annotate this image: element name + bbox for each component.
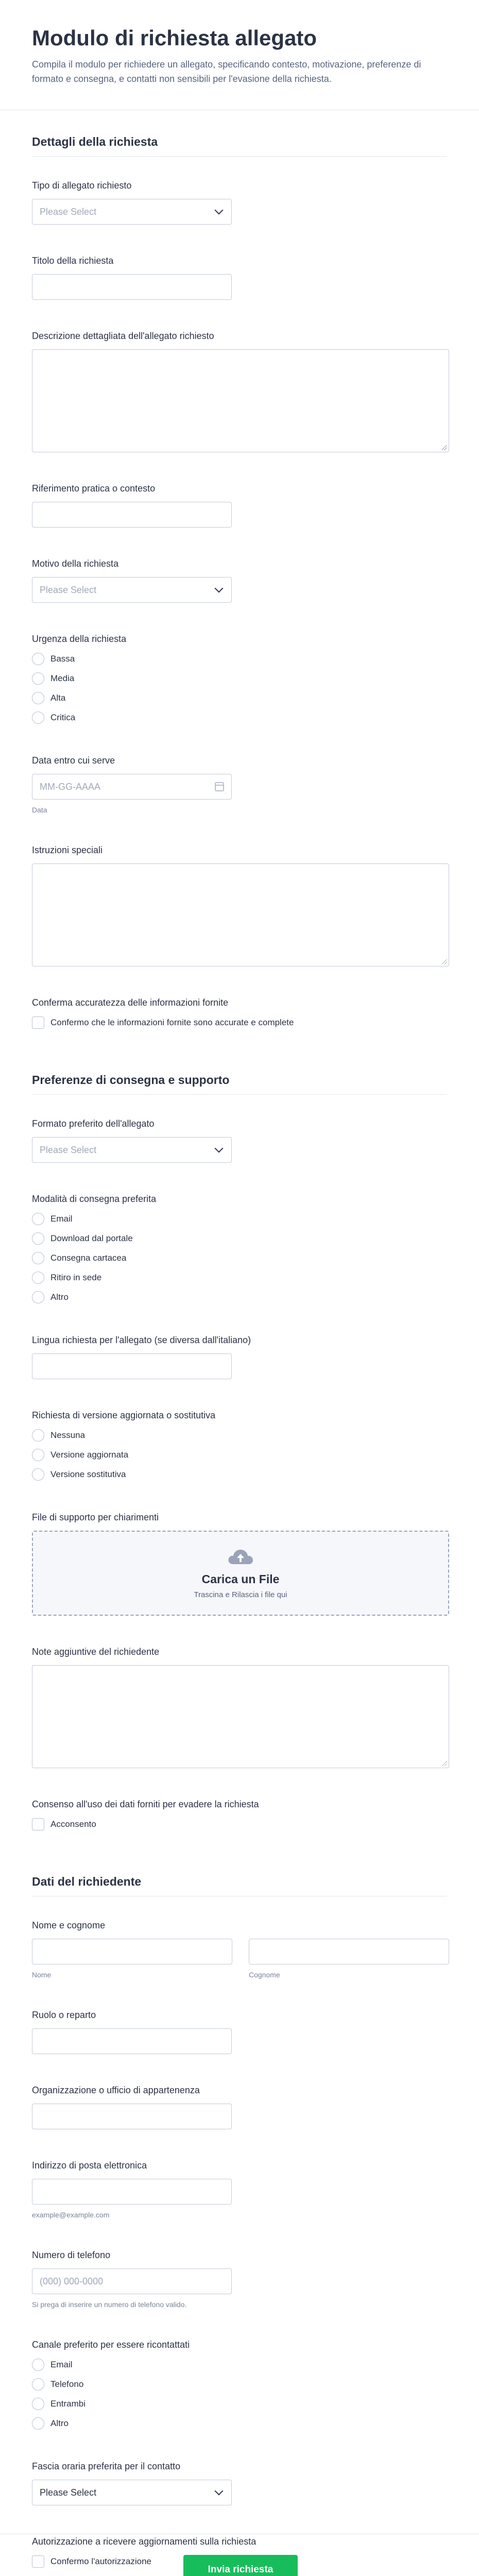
resize-handle-icon[interactable]: [442, 959, 447, 964]
field-file: [32, 1512, 447, 1616]
radio-option[interactable]: [32, 1429, 447, 1442]
field-label: Organizzazione o ufficio di appartenenza: [32, 2085, 200, 2096]
radio-option[interactable]: [32, 2378, 447, 2391]
file-upload-dropzone[interactable]: [32, 1531, 449, 1616]
last-name-input[interactable]: [249, 1939, 449, 1964]
radio-button[interactable]: [32, 1252, 44, 1264]
first-name-input[interactable]: [32, 1939, 232, 1964]
radio-option[interactable]: [32, 1291, 447, 1304]
field-lingua: [32, 1335, 447, 1379]
checkbox-label: Confermo l'autorizzazione: [50, 2556, 152, 2567]
phone-input[interactable]: [32, 2268, 232, 2294]
note-textarea[interactable]: [32, 1665, 449, 1768]
field-label: Consenso all'uso dei dati forniti per evadere la richiesta: [32, 1799, 259, 1810]
field-descrizione: [32, 331, 447, 452]
radio-option[interactable]: [32, 1448, 447, 1462]
field-tipo-allegato: [32, 180, 447, 225]
last-name-col: [249, 1939, 449, 1979]
upload-subtitle: Trascina e Rilascia i file qui: [194, 1590, 287, 1599]
radio-button[interactable]: [32, 1429, 44, 1442]
field-urgenza: [32, 634, 447, 724]
radio-option[interactable]: [32, 1251, 447, 1265]
radio-option[interactable]: [32, 672, 447, 685]
radio-button[interactable]: [32, 2398, 44, 2410]
checkbox-option[interactable]: [32, 1016, 447, 1029]
field-canale: [32, 2340, 447, 2430]
field-label: Modalità di consegna preferita: [32, 1194, 157, 1205]
chevron-down-icon: [215, 1144, 224, 1153]
radio-label: Ritiro in sede: [50, 1273, 102, 1283]
radio-option[interactable]: [32, 691, 447, 705]
radio-button[interactable]: [32, 1449, 44, 1461]
page-subtitle: Compila il modulo per richiedere un allegato, specificando contesto, motivazione, preferenze di formato e consegna, e contatti non sensibili per l'evasione della richiesta.: [32, 59, 421, 84]
section-richiedente: [0, 1850, 479, 2568]
field-label: Istruzioni speciali: [32, 845, 103, 856]
resize-handle-icon[interactable]: [442, 445, 447, 450]
radio-button[interactable]: [32, 2359, 44, 2371]
field-label: Tipo di allegato richiesto: [32, 180, 132, 191]
riferimento-input[interactable]: [32, 502, 232, 528]
field-label: Formato preferito dell'allegato: [32, 1118, 155, 1129]
page-title: Modulo di richiesta allegato: [32, 26, 317, 50]
field-riferimento: [32, 483, 447, 528]
field-label: Indirizzo di posta elettronica: [32, 2160, 147, 2171]
field-label: Ruolo o reparto: [32, 2010, 96, 2021]
field-label: Descrizione dettagliata dell'allegato richiesto: [32, 331, 214, 342]
upload-title: Carica un File: [201, 1572, 280, 1586]
versione-radio-group: [32, 1429, 447, 1481]
field-consenso: [32, 1799, 447, 1831]
ruolo-input[interactable]: [32, 2028, 232, 2054]
radio-option[interactable]: [32, 711, 447, 724]
radio-button[interactable]: [32, 692, 44, 704]
field-telefono: [32, 2250, 447, 2309]
field-note: [32, 1647, 447, 1768]
field-label: Canale preferito per essere ricontattati: [32, 2340, 190, 2350]
field-label: Motivo della richiesta: [32, 558, 119, 569]
lingua-input[interactable]: [32, 1353, 232, 1379]
first-name-col: [32, 1939, 232, 1979]
submit-button[interactable]: Invia richiesta: [183, 2555, 298, 2576]
field-sublabel: example@example.com: [32, 2211, 110, 2219]
section-dettagli: [0, 110, 479, 1029]
radio-button[interactable]: [32, 1272, 44, 1284]
date-input[interactable]: [32, 774, 232, 800]
field-sublabel: Nome: [32, 1971, 52, 1979]
field-versione: [32, 1410, 447, 1481]
chevron-down-icon: [215, 584, 224, 593]
field-data: [32, 755, 447, 814]
email-field[interactable]: [32, 2179, 232, 2205]
fascia-select[interactable]: [32, 2480, 232, 2505]
checkbox[interactable]: [32, 1016, 44, 1029]
name-row: [32, 1939, 447, 1979]
field-nome: [32, 1920, 447, 1979]
checkbox-option[interactable]: [32, 1818, 447, 1831]
radio-button[interactable]: [32, 1468, 44, 1481]
field-label: Numero di telefono: [32, 2250, 111, 2261]
radio-label: Telefono: [50, 2379, 84, 2389]
radio-label: Versione sostitutiva: [50, 1469, 126, 1480]
radio-option[interactable]: [32, 1212, 447, 1226]
field-label: Fascia oraria preferita per il contatto: [32, 2461, 181, 2472]
radio-label: Consegna cartacea: [50, 1253, 127, 1263]
field-label: Richiesta di versione aggiornata o sostitutiva: [32, 1410, 216, 1421]
radio-button[interactable]: [32, 672, 44, 685]
radio-label: Versione aggiornata: [50, 1450, 129, 1460]
resize-handle-icon[interactable]: [442, 1761, 447, 1766]
field-label: Riferimento pratica o contesto: [32, 483, 156, 494]
checkbox[interactable]: [32, 1818, 44, 1831]
form-header: [0, 0, 479, 110]
section-preferenze: [0, 1048, 479, 1831]
field-label: Conferma accuratezza delle informazioni fornite: [32, 997, 229, 1008]
radio-button[interactable]: [32, 2417, 44, 2430]
radio-option[interactable]: [32, 2417, 447, 2430]
date-placeholder: MM-GG-AAAA: [40, 781, 101, 792]
radio-label: Email: [50, 2360, 73, 2370]
radio-option[interactable]: [32, 1232, 447, 1245]
field-label: Titolo della richiesta: [32, 256, 114, 266]
select-placeholder: Please Select: [40, 1144, 97, 1155]
field-label: File di supporto per chiarimenti: [32, 1512, 159, 1523]
section-title: Dati del richiedente: [32, 1850, 447, 1896]
field-ruolo: [32, 2010, 447, 2054]
canale-radio-group: [32, 2358, 447, 2430]
select-value: Please Select: [40, 2487, 97, 2498]
field-fascia: [32, 2461, 447, 2505]
field-email: [32, 2160, 447, 2219]
field-motivo: [32, 558, 447, 603]
formato-select[interactable]: [32, 1137, 232, 1163]
radio-button[interactable]: [32, 653, 44, 665]
radio-label: Entrambi: [50, 2399, 86, 2409]
urgenza-radio-group: [32, 652, 447, 724]
checkbox-label: Acconsento: [50, 1819, 96, 1829]
field-conferma: [32, 997, 447, 1029]
field-istruzioni: [32, 845, 447, 967]
radio-label: Media: [50, 673, 75, 684]
field-label: Note aggiuntive del richiedente: [32, 1647, 160, 1657]
radio-label: Critica: [50, 713, 76, 723]
field-sublabel: Cognome: [249, 1971, 280, 1979]
radio-option[interactable]: [32, 1271, 447, 1284]
field-organizzazione: [32, 2085, 447, 2129]
cloud-upload-icon: [227, 1548, 254, 1565]
modalita-radio-group: [32, 1212, 447, 1304]
section-title: Dettagli della richiesta: [32, 110, 447, 157]
titolo-input[interactable]: [32, 274, 232, 300]
checkbox-label: Confermo che le informazioni fornite sono accurate e complete: [50, 1018, 294, 1028]
radio-label: Bassa: [50, 654, 75, 664]
chevron-down-icon: [215, 206, 224, 215]
radio-option[interactable]: [32, 2358, 447, 2371]
radio-button[interactable]: [32, 1291, 44, 1303]
field-modalita: [32, 1194, 447, 1304]
field-titolo: [32, 256, 447, 300]
field-label: Lingua richiesta per l'allegato (se diversa dall'italiano): [32, 1335, 251, 1346]
form-footer: [0, 2534, 479, 2576]
calendar-icon[interactable]: [215, 782, 224, 791]
field-sublabel: Data: [32, 806, 47, 815]
radio-label: Altro: [50, 1292, 69, 1302]
field-label: Urgenza della richiesta: [32, 634, 127, 645]
radio-label: Altro: [50, 2418, 69, 2429]
radio-label: Download dal portale: [50, 1233, 133, 1244]
radio-option[interactable]: [32, 1468, 447, 1481]
input-placeholder: (000) 000-0000: [40, 2276, 104, 2286]
section-title: Preferenze di consegna e supporto: [32, 1048, 447, 1095]
radio-label: Nessuna: [50, 1430, 85, 1440]
select-placeholder: Please Select: [40, 206, 97, 217]
organizzazione-input[interactable]: [32, 2104, 232, 2129]
radio-button[interactable]: [32, 711, 44, 724]
descrizione-textarea[interactable]: [32, 349, 449, 452]
field-label: Autorizzazione a ricevere aggiornamenti sulla richiesta: [32, 2536, 256, 2547]
field-label: Nome e cognome: [32, 1920, 106, 1931]
chevron-down-icon: [215, 2487, 224, 2496]
radio-option[interactable]: [32, 2397, 447, 2411]
istruzioni-textarea[interactable]: [32, 863, 449, 967]
radio-button[interactable]: [32, 1213, 44, 1225]
motivo-select[interactable]: [32, 577, 232, 603]
select-placeholder: Please Select: [40, 584, 97, 595]
field-sublabel: Si prega di inserire un numero di telefono valido.: [32, 2300, 187, 2309]
tipo-allegato-select[interactable]: [32, 199, 232, 225]
radio-option[interactable]: [32, 652, 447, 666]
radio-button[interactable]: [32, 1232, 44, 1245]
radio-label: Alta: [50, 693, 66, 703]
radio-label: Email: [50, 1214, 73, 1224]
radio-button[interactable]: [32, 2378, 44, 2391]
field-formato: [32, 1118, 447, 1163]
field-label: Data entro cui serve: [32, 755, 115, 766]
